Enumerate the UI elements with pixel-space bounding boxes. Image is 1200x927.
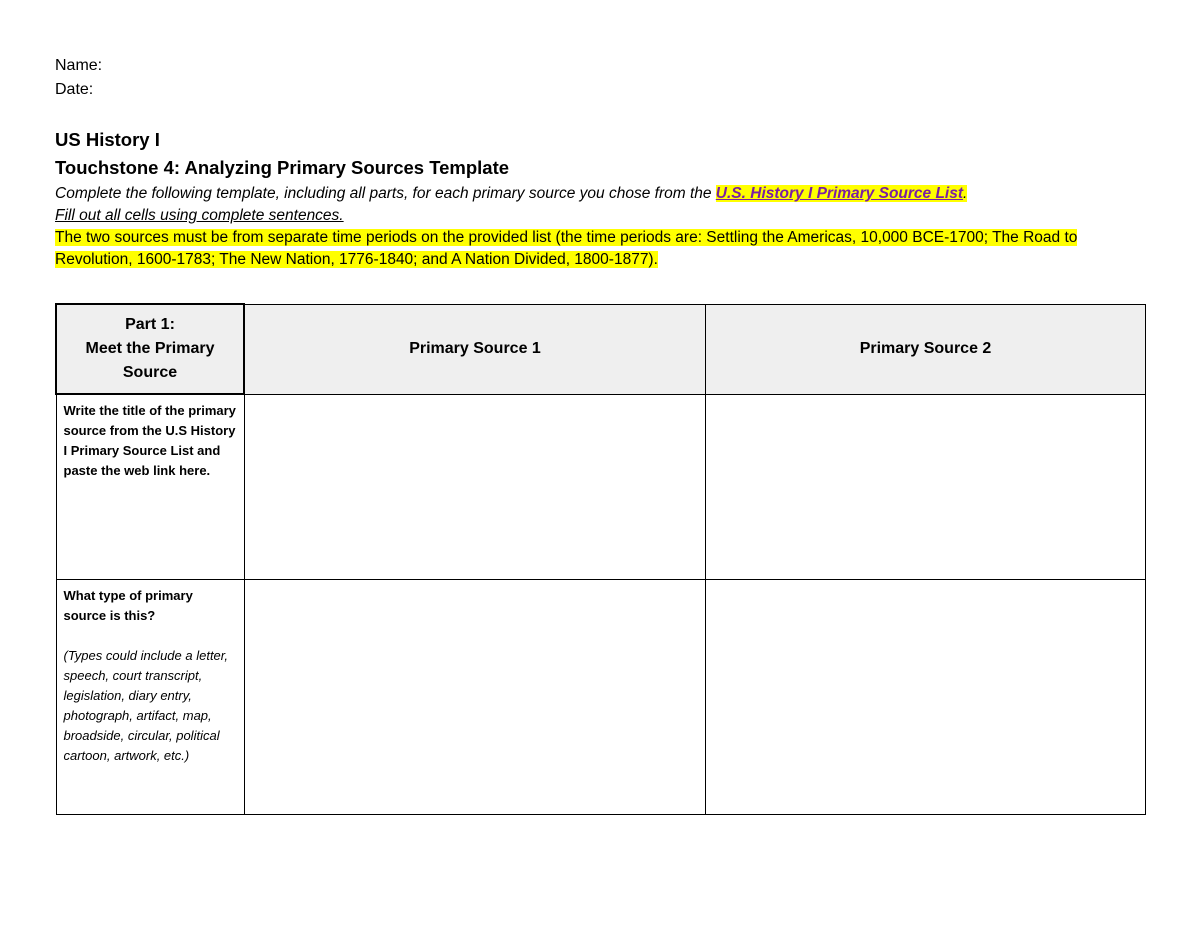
table-row [56, 394, 1146, 579]
instructions-text: Complete the following template, including all parts, for each primary source you chose from the [55, 185, 716, 202]
col-header-source-2: Primary Source 2 [706, 304, 1146, 394]
link-period: . [963, 185, 968, 202]
course-title: US History I [55, 129, 160, 150]
part-header: Part 1: Meet the Primary Source [56, 304, 244, 394]
primary-source-list-link[interactable]: U.S. History I Primary Source List [715, 185, 964, 202]
time-period-requirement: The two sources must be from separate time periods on the provided list (the time periods are: Settling the Americas, 10,000 BCE-1700; The Road to Revolution, 1600-1783; The New Nation, 1776-1840; and A Nation Divided, 1800-1877). [55, 229, 1078, 268]
row-prompt [56, 394, 244, 579]
source-2-type-cell[interactable] [706, 579, 1146, 814]
prompt-note: (Types could include a letter, speech, court transcript, legislation, diary entry, photograph, artifact, map, broadside, circular, political cartoon, artwork, etc.) [63, 647, 229, 763]
source-1-title-cell[interactable] [244, 394, 706, 579]
prompt-text: What type of primary source is this? [63, 587, 193, 623]
primary-source-table [55, 303, 1146, 815]
source-2-title-cell[interactable] [706, 394, 1146, 579]
row-prompt [56, 579, 244, 814]
col-header-source-1: Primary Source 1 [244, 304, 706, 394]
date-label: Date: [55, 81, 94, 98]
page-title: Touchstone 4: Analyzing Primary Sources Template [55, 157, 510, 178]
sentences-note: Fill out all cells using complete sentences. [55, 207, 344, 224]
name-label: Name: [55, 57, 103, 74]
prompt-text: Write the title of the primary source from the U.S History I Primary Source List and paste the web link here. [63, 403, 236, 478]
source-1-type-cell[interactable] [244, 579, 706, 814]
instructions [55, 183, 1155, 271]
table-row [56, 579, 1146, 814]
